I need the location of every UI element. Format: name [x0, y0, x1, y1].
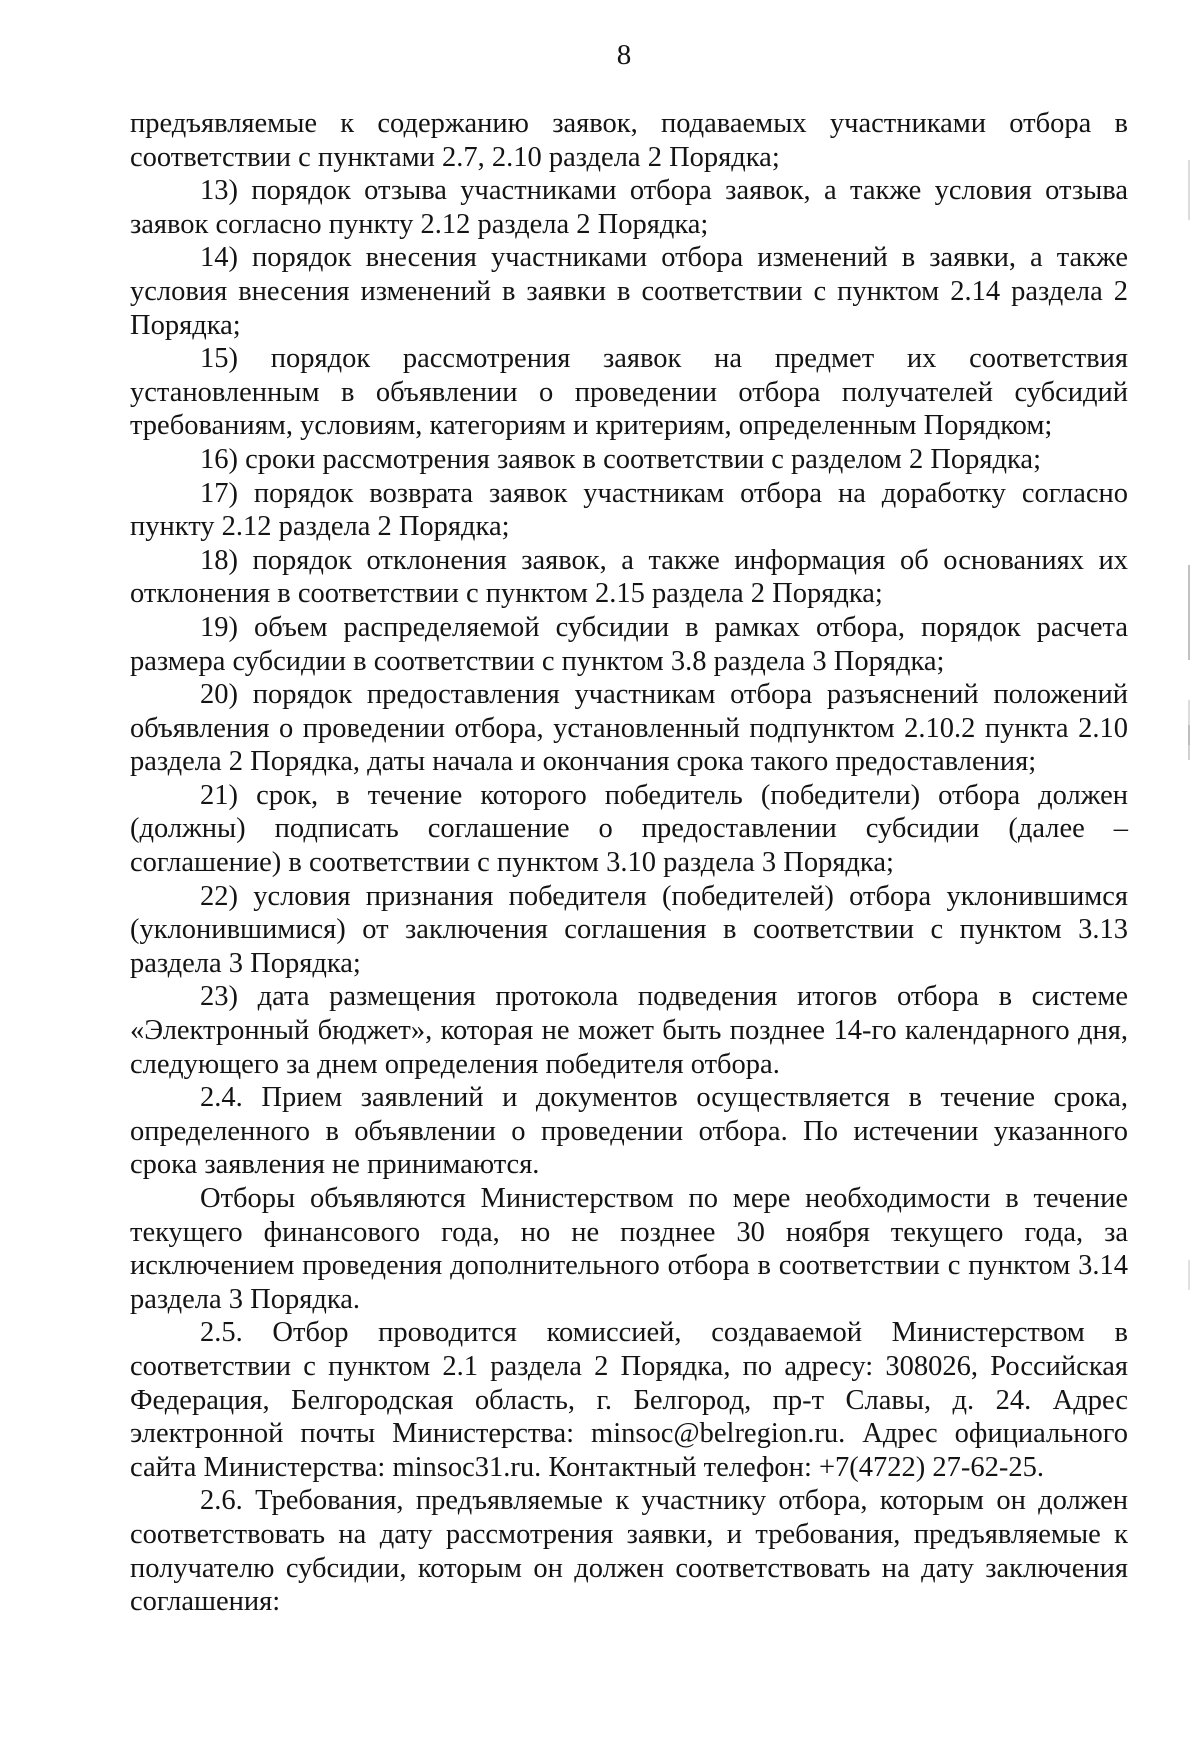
list-item-13: 13) порядок отзыва участниками отбора заявок, а также условия отзыва заявок согласно пункту 2.12 раздела 2 Порядка;	[130, 175, 1128, 240]
list-item-18: 18) порядок отклонения заявок, а также информация об основаниях их отклонения в соответствии с пунктом 2.15 раздела 2 Порядка;	[130, 544, 1128, 610]
list-item-14: 14) порядок внесения участниками отбора изменений в заявки, а также условия внесения изменений в заявки в соответствии с пунктом 2.14 раздела 2 Порядка;	[130, 242, 1128, 341]
list-item-22: 22) условия признания победителя (победителей) отбора уклонившимся (уклонившимися) от заключения соглашения в соответствии с пунктом 3.13 раздела 3 Порядка;	[130, 880, 1128, 979]
list-item-19: 19) объем распределяемой субсидии в рамках отбора, порядок расчета размера субсидии в соответствии с пунктом 3.8 раздела 3 Порядка;	[130, 611, 1128, 677]
section-2-5: 2.5. Отбор проводится комиссией, создаваемой Министерством в соответствии с пунктом 2.1 раздела 2 Порядка, по адресу: 308026, Российская Федерация, Белгородская область, г. Белгород, пр-т Славы, д. 24. Адрес электронной почты Министерства: minsoc@belregion.ru. Адрес официального сайта Министерства: minsoc31.ru. Контактный телефон: +7(4722) 27-62-25.	[130, 1317, 1128, 1483]
list-item-15: 15) порядок рассмотрения заявок на предмет их соответствия установленным в объявлении о проведении отбора получателей субсидий требованиям, условиям, категориям и критериям, определенным Порядком;	[130, 343, 1128, 442]
list-item-17: 17) порядок возврата заявок участникам отбора на доработку согласно пункту 2.12 раздела 2 Порядка;	[130, 477, 1128, 543]
section-2-4: 2.4. Прием заявлений и документов осуществляется в течение срока, определенного в объявлении о проведении отбора. По истечении указанного срока заявления не принимаются.	[130, 1082, 1128, 1181]
list-item-16: 16) сроки рассмотрения заявок в соответствии с разделом 2 Порядка;	[200, 443, 1041, 475]
document-body	[130, 107, 1128, 1619]
paragraph-continuation: предъявляемые к содержанию заявок, подаваемых участниками отбора в соответствии с пунктами 2.7, 2.10 раздела 2 Порядка;	[130, 108, 1128, 173]
list-item-23: 23) дата размещения протокола подведения итогов отбора в системе «Электронный бюджет», которая не может быть позднее 14-го календарного дня, следующего за днем определения победителя отбора.	[130, 981, 1128, 1080]
scan-artifact	[1188, 1260, 1190, 1290]
list-item-21: 21) срок, в течение которого победитель (победители) отбора должен (должны) подписать соглашение о предоставлении субсидии (далее – соглашение) в соответствии с пунктом 3.10 раздела 3 Порядка;	[130, 779, 1128, 879]
scan-artifact	[1188, 565, 1190, 660]
section-2-6: 2.6. Требования, предъявляемые к участнику отбора, которым он должен соответствовать на дату рассмотрения заявки, и требования, предъявляемые к получателю субсидии, которым он должен соответствовать на дату заключения соглашения:	[130, 1485, 1128, 1618]
list-item-20: 20) порядок предоставления участникам отбора разъяснений положений объявления о проведении отбора, установленный подпунктом 2.10.2 пункта 2.10 раздела 2 Порядка, даты начала и окончания срока такого предоставления;	[130, 679, 1128, 778]
page-number: 8	[616, 39, 632, 71]
scan-artifact	[1188, 725, 1190, 760]
section-2-4-continued: Отборы объявляются Министерством по мере необходимости в течение текущего финансового года, но не позднее 30 ноября текущего года, за исключением проведения дополнительного отбора в соответствии с пунктом 3.14 раздела 3 Порядка.	[130, 1183, 1128, 1315]
scan-artifact	[1188, 160, 1190, 220]
